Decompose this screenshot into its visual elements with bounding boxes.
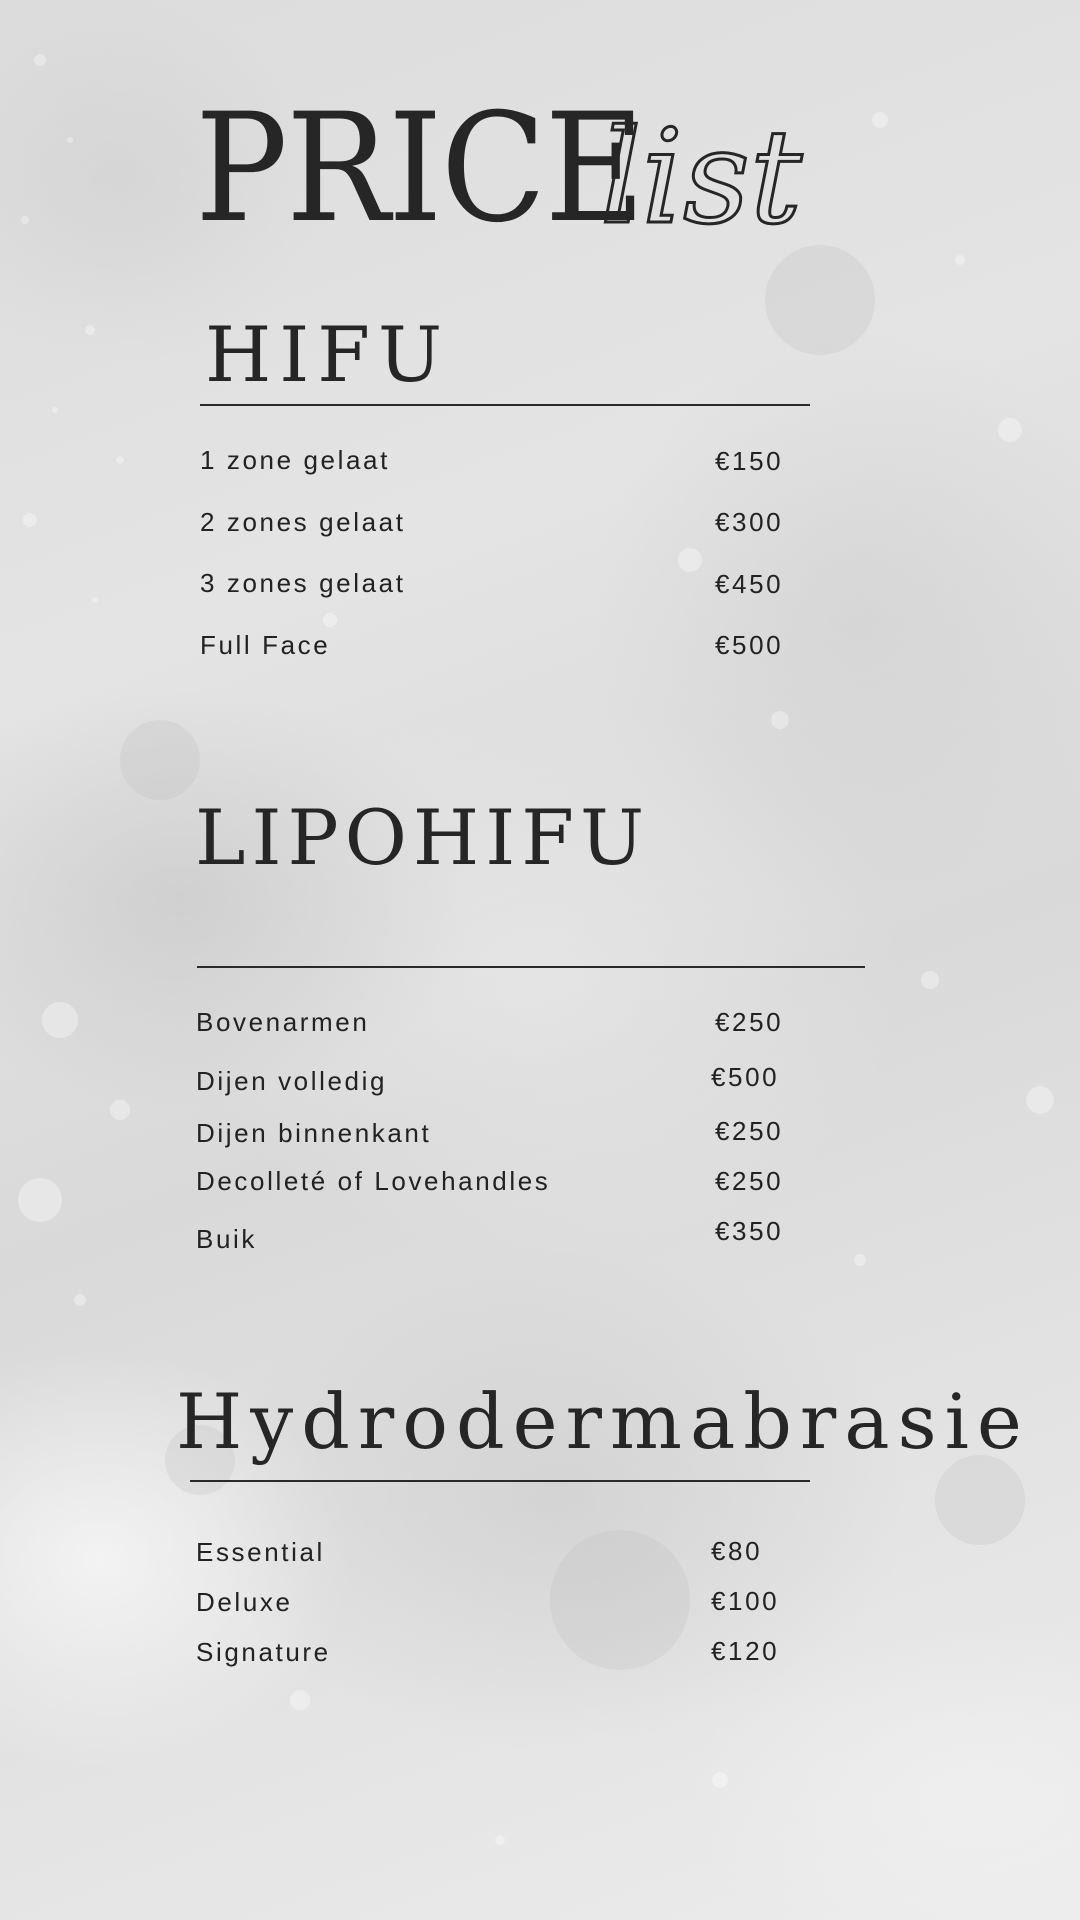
list-item-name: Buik bbox=[196, 1224, 257, 1254]
list-item-name: Essential bbox=[196, 1537, 325, 1567]
list-item-name: Deluxe bbox=[196, 1587, 293, 1617]
list-item-price: €350 bbox=[715, 1216, 784, 1246]
list-item-price: €250 bbox=[715, 1166, 784, 1196]
list-item-price: €300 bbox=[715, 507, 784, 537]
list-item-name: 3 zones gelaat bbox=[200, 568, 406, 598]
list-item-name: Signature bbox=[196, 1637, 331, 1667]
list-item-name: Bovenarmen bbox=[196, 1007, 370, 1037]
list-item-price: €100 bbox=[711, 1586, 780, 1616]
list-item-name: Dijen volledig bbox=[196, 1066, 388, 1096]
list-item-price: €250 bbox=[715, 1007, 784, 1037]
list-item-price: €450 bbox=[715, 569, 784, 599]
list-item-price: €500 bbox=[711, 1062, 780, 1092]
section-heading-lipohifu: LIPOHIFU bbox=[195, 793, 651, 882]
divider-hydrodermabrasie bbox=[190, 1480, 810, 1482]
list-item-price: €80 bbox=[711, 1536, 763, 1566]
list-item-name: Dijen binnenkant bbox=[196, 1118, 432, 1148]
page-title-script-text: list bbox=[600, 101, 803, 253]
list-item-price: €500 bbox=[715, 630, 784, 660]
section-heading-hifu: HIFU bbox=[205, 310, 451, 399]
section-heading-hydrodermabrasie: Hydrodermabrasie bbox=[176, 1377, 1030, 1466]
list-item-name: 1 zone gelaat bbox=[200, 445, 390, 475]
list-item-price: €250 bbox=[715, 1116, 784, 1146]
list-item-price: €120 bbox=[711, 1636, 780, 1666]
divider-hifu bbox=[200, 404, 810, 406]
list-item-name: Decolleté of Lovehandles bbox=[196, 1166, 551, 1196]
list-item-name: 2 zones gelaat bbox=[200, 507, 406, 537]
page-title-script bbox=[600, 92, 900, 282]
page-title: PRICE bbox=[195, 82, 644, 256]
divider-lipohifu bbox=[197, 966, 865, 968]
list-item-name: Full Face bbox=[200, 630, 331, 660]
list-item-price: €150 bbox=[715, 446, 784, 476]
